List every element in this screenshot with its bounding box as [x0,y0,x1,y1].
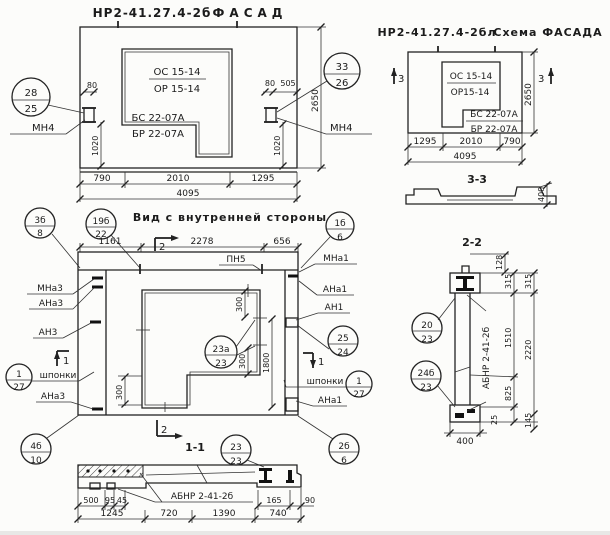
section-2-2-dim-400 [444,422,487,447]
inner-callout-2b6 [298,416,359,466]
label-an1: АН1 [324,303,344,313]
section-2-2-label [467,295,492,411]
schema-window-mark-top: ОС 15-14 [449,72,493,82]
section-3-3-profile [406,187,556,204]
svg-text:740: 740 [269,509,287,519]
facade-dim-80-505-right [262,79,301,96]
svg-text:825: 825 [504,385,513,401]
svg-text:22: 22 [95,230,107,240]
svg-text:4095: 4095 [453,152,477,162]
schema-panel-mark-bottom: БР 22-07А [470,125,518,135]
facade-dim-chain-bottom [77,168,301,203]
svg-text:3: 3 [398,74,405,85]
schema-lift-ticks [438,46,495,52]
svg-text:2278: 2278 [190,237,214,247]
svg-text:500: 500 [83,496,99,505]
svg-text:4б: 4б [30,442,42,452]
label-mna1: МНа1 [323,254,349,264]
inner-dim-1800 [262,316,276,411]
inner-wall-outline [78,252,298,415]
facade-anchor-label-left: МН4 [32,123,55,134]
svg-text:2010: 2010 [166,174,190,184]
inner-callout-127-left [6,364,32,393]
lifting-loop [462,266,469,273]
section-1-1 [75,435,316,523]
svg-text:1020: 1020 [273,135,282,156]
label-ana3-bottom: АНа3 [40,392,66,402]
svg-text:300: 300 [238,353,247,369]
section-1-1-sub-dims-right [255,488,316,510]
svg-text:23: 23 [230,457,242,467]
svg-text:2650: 2650 [524,83,534,106]
label-ana1-bottom: АНа1 [317,396,343,406]
facade-dim-1020-right [273,121,287,170]
inner-labels-left [27,279,94,409]
facade-window-outline [122,49,232,157]
facade-dim-2650 [297,24,326,172]
svg-text:20: 20 [421,321,433,331]
svg-text:23: 23 [421,335,433,345]
facade-anchor-right [264,108,278,122]
facade-window-mark-bottom: ОР 15-14 [153,84,201,95]
svg-text:315: 315 [504,273,513,289]
svg-text:1б: 1б [334,219,346,229]
svg-text:24: 24 [337,348,349,358]
inner-section-marker-1-left [54,351,69,367]
schema-window-mark-bottom: ОР15-14 [450,88,490,98]
section-2-2-callout-2023 [412,298,455,345]
svg-text:128: 128 [495,254,504,270]
facade-dim-1020-left [91,121,105,170]
section-1-1-callout-2323 [221,435,264,467]
svg-text:656: 656 [273,237,291,247]
svg-text:1161: 1161 [98,237,122,247]
svg-text:1: 1 [63,356,70,367]
svg-text:27: 27 [13,383,25,393]
schema-dim-2650 [522,49,538,137]
svg-text:90: 90 [304,496,316,505]
svg-text:2: 2 [159,242,166,253]
svg-text:1020: 1020 [91,135,100,156]
svg-text:23: 23 [420,383,432,393]
label-mna3: МНа3 [37,284,63,294]
label-an3: АН3 [38,328,58,338]
schema-dim-chain-bottom [405,133,526,166]
inner-label-pn5 [219,255,262,271]
svg-text:3б: 3б [34,216,46,226]
beam-right-embeds [259,468,294,483]
label-shponki-right: шпонки [306,377,344,387]
schema-drawing [377,26,602,166]
inner-dim-chain-top [77,237,302,252]
section-3-3-title: 3-3 [467,173,487,186]
inner-anchor-marks-right [286,276,298,411]
svg-text:1295: 1295 [413,137,437,147]
svg-text:400: 400 [537,186,546,202]
svg-text:19б: 19б [92,217,110,227]
svg-text:25: 25 [24,104,38,115]
section-2-2-dim-128 [470,252,509,276]
section-2-2-callout-24b23 [411,361,455,407]
svg-text:1: 1 [16,370,22,380]
svg-text:315: 315 [524,273,533,289]
svg-text:1390: 1390 [212,509,236,519]
schema-title-word: Схема ФАСАДА [493,26,603,39]
svg-text:80: 80 [86,81,98,90]
label-ana3-top: АНа3 [38,299,64,309]
svg-text:25: 25 [490,414,499,425]
label-ana1-top: АНа1 [322,285,348,295]
svg-text:790: 790 [503,137,521,147]
svg-text:6: 6 [337,233,343,243]
schema-section-marker-left [391,68,404,85]
svg-text:33: 33 [335,62,349,73]
section-2-2-element [450,266,480,422]
section-2-2-title: 2-2 [462,236,482,249]
facade-panel-mark-bottom: БР 22-07А [132,129,184,140]
svg-text:8: 8 [37,229,43,239]
svg-text:23: 23 [215,359,227,369]
svg-text:790: 790 [93,174,111,184]
svg-text:ПН5: ПН5 [226,255,246,265]
svg-text:2: 2 [161,425,168,436]
schema-title-code: НР2-41.27.4-2бл [377,26,497,39]
facade-window-mark-top: ОС 15-14 [153,67,201,78]
facade-anchor-left [82,108,96,122]
beam-joint-lines [146,465,255,483]
svg-text:80: 80 [264,79,276,88]
svg-text:27: 27 [353,390,365,400]
inner-section-marker-2-top [155,235,179,253]
svg-text:4095: 4095 [176,189,200,199]
section-3-3 [406,173,556,209]
schema-panel-mark-top: БС 22-07А [470,110,518,120]
svg-text:АБНР 2-41-2б: АБНР 2-41-2б [482,326,492,390]
section-2-2-outer-chain [524,270,538,433]
label-shponki-left: шпонки [39,371,77,381]
svg-text:2010: 2010 [459,137,483,147]
inner-callout-3b8 [25,208,80,268]
svg-text:1: 1 [318,357,325,368]
inner-dim-300-right [238,345,252,378]
facade-dim-80-left [81,81,98,96]
svg-text:1245: 1245 [100,509,124,519]
svg-text:165: 165 [266,496,282,505]
inner-callout-23a23 [205,320,255,369]
svg-text:1800: 1800 [262,352,271,373]
svg-text:10: 10 [30,456,42,466]
inner-anchor-marks-left [90,278,103,409]
facade-wall-outline [80,27,297,168]
inner-dim-300-bottom [115,374,142,408]
svg-text:300: 300 [115,384,124,400]
inner-dim-300-top [235,288,249,321]
svg-text:720: 720 [160,509,178,519]
svg-text:28: 28 [24,88,38,99]
inner-view-drawing [6,208,372,466]
svg-text:1295: 1295 [251,174,275,184]
inner-section-marker-1-right [303,353,324,368]
inner-section-marker-2-bottom [157,420,183,439]
svg-text:95: 95 [104,496,116,505]
inner-view-title: Вид с внутренней стороны [132,211,328,224]
facade-title-word: ФАСАД [212,6,288,20]
facade-anchor-label-right: МН4 [330,123,353,134]
inner-callout-127-right [346,371,372,400]
svg-text:АБНР 2-41-2б: АБНР 2-41-2б [170,492,234,502]
svg-text:45: 45 [116,496,128,505]
svg-text:300: 300 [235,296,244,312]
schema-section-marker-right [538,68,554,85]
svg-text:24б: 24б [417,369,435,379]
svg-text:2б: 2б [338,442,350,452]
svg-text:26: 26 [335,78,349,89]
svg-text:23а: 23а [212,345,230,355]
facade-title-code: НР2-41.27.4-2б [92,6,212,20]
facade-callout-left [12,78,84,116]
section-2-2 [411,236,538,447]
svg-text:6: 6 [341,456,347,466]
svg-text:1510: 1510 [504,327,513,348]
facade-panel-mark-top: БС 22-07А [131,113,185,124]
facade-drawing [10,6,372,203]
inner-callout-4b10 [21,415,79,466]
svg-text:400: 400 [456,437,474,447]
section-1-1-title: 1-1 [185,441,205,454]
svg-text:2650: 2650 [311,89,321,112]
svg-text:145: 145 [524,412,533,428]
svg-text:1: 1 [356,377,362,387]
svg-text:25: 25 [337,334,349,344]
svg-text:23: 23 [230,443,242,453]
section-1-1-main-chain [75,509,305,523]
svg-text:2220: 2220 [524,339,533,360]
svg-text:505: 505 [280,79,296,88]
svg-text:3: 3 [538,74,545,85]
